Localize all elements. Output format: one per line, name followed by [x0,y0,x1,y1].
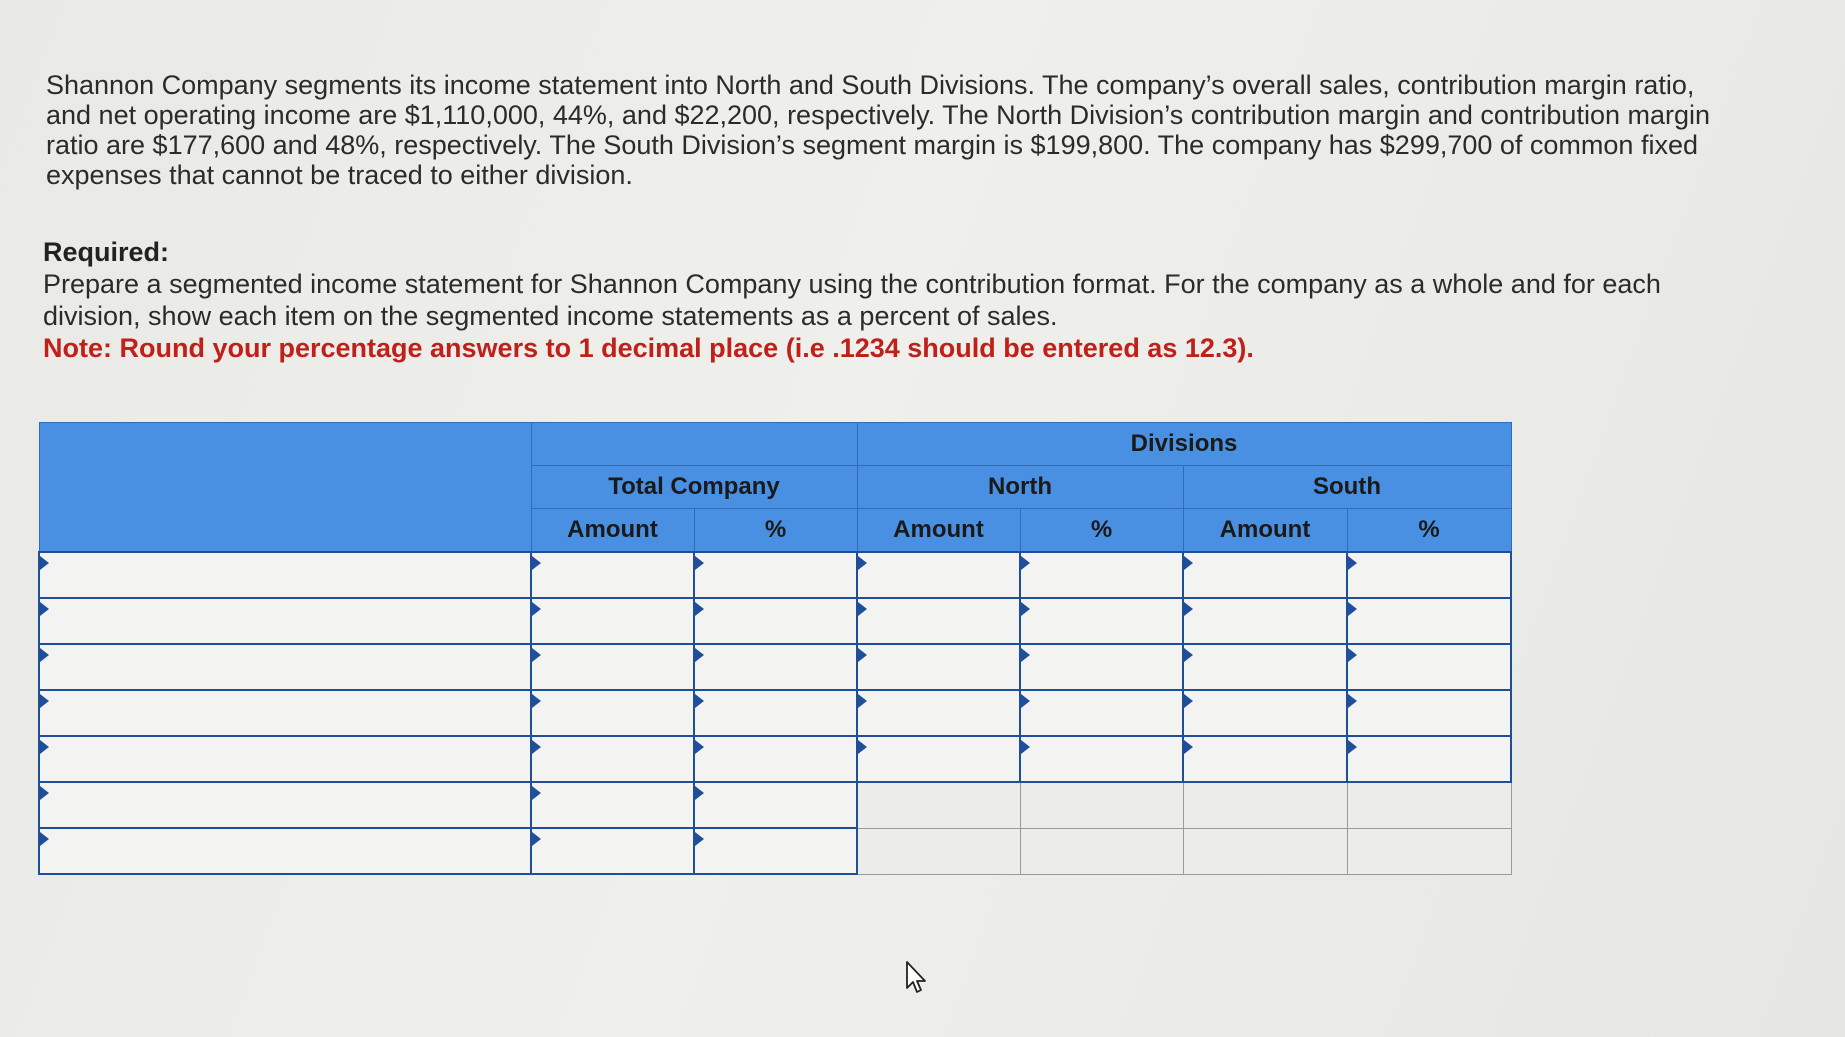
input-marker-icon [532,694,541,708]
segmented-income-statement-table [38,422,1512,875]
south-percent-cell[interactable] [1347,736,1511,782]
input-marker-icon [1348,694,1357,708]
south-percent-input[interactable] [1348,691,1510,735]
total-percent-input[interactable] [695,737,856,781]
total-percent-input[interactable] [695,691,856,735]
south-amount-input[interactable] [1184,645,1346,689]
total-amount-input[interactable] [532,783,693,827]
line-item-input[interactable] [40,783,530,827]
dropdown-marker-icon [40,648,49,662]
total-amount-input[interactable] [532,691,693,735]
line-item-input[interactable] [40,691,530,735]
dropdown-marker-icon [40,786,49,800]
line-item-dropdown[interactable] [39,828,531,874]
south-percent-cell[interactable] [1347,644,1511,690]
input-marker-icon [1184,648,1193,662]
total-amount-input[interactable] [532,599,693,643]
input-marker-icon [1184,556,1193,570]
table-row [39,736,1511,782]
north-amount-cell[interactable] [857,736,1020,782]
total-percent-input[interactable] [695,829,856,873]
north-amount-header: Amount [857,509,1020,553]
north-percent-disabled-cell [1020,782,1183,828]
required-heading: Required: [43,237,170,267]
input-marker-icon [532,740,541,754]
statement-body [39,552,1511,874]
dropdown-marker-icon [40,694,49,708]
table-row [39,552,1511,598]
input-marker-icon [532,786,541,800]
problem-text: Shannon Company segments its income statement into North and South Divisions. The company’s overall sales, contribution margin ratio, and net operating income are $1,110,000, 44%, and $22,200, respectively. The North Division’s contribution margin and contribution margin ratio are $177,600 and 48%, respectively. The South Division’s segment margin is $199,800. The company has $299,700 of common fixed expenses that cannot be traced to either division. [46,70,1711,190]
input-marker-icon [1021,556,1030,570]
total-percent-input[interactable] [695,599,856,643]
south-amount-header: Amount [1183,509,1347,553]
line-item-input[interactable] [40,829,530,873]
south-percent-cell[interactable] [1347,690,1511,736]
total-amount-cell[interactable] [531,828,694,874]
dropdown-marker-icon [40,556,49,570]
total-percent-cell[interactable] [694,644,857,690]
input-marker-icon [858,740,867,754]
north-amount-input[interactable] [858,691,1019,735]
north-percent-cell[interactable] [1020,644,1183,690]
total-amount-cell[interactable] [531,782,694,828]
total-amount-cell[interactable] [531,598,694,644]
south-percent-input[interactable] [1348,645,1510,689]
input-marker-icon [695,694,704,708]
south-amount-input[interactable] [1184,553,1346,597]
input-marker-icon [1348,602,1357,616]
table-row [39,644,1511,690]
north-amount-disabled-cell [857,828,1020,874]
total-amount-input[interactable] [532,645,693,689]
mouse-pointer-icon [905,960,929,994]
input-marker-icon [532,832,541,846]
input-marker-icon [695,786,704,800]
total-percent-input[interactable] [695,645,856,689]
south-percent-input[interactable] [1348,553,1510,597]
north-amount-input[interactable] [858,737,1019,781]
input-marker-icon [1348,648,1357,662]
input-marker-icon [532,556,541,570]
south-percent-disabled-cell [1347,782,1511,828]
dropdown-marker-icon [40,602,49,616]
divisions-header: Divisions [857,423,1511,466]
required-instructions: Prepare a segmented income statement for Shannon Company using the contribution format. For the company as a whole and for each division, show each item on the segmented income statements as a percent of sales. [43,269,1661,331]
input-marker-icon [858,648,867,662]
south-amount-input[interactable] [1184,691,1346,735]
total-amount-input[interactable] [532,829,693,873]
south-amount-cell[interactable] [1183,552,1347,598]
south-amount-input[interactable] [1184,737,1346,781]
north-header: North [857,466,1183,509]
input-marker-icon [532,648,541,662]
total-amount-cell[interactable] [531,736,694,782]
total-amount-cell[interactable] [531,644,694,690]
input-marker-icon [695,602,704,616]
total-percent-cell[interactable] [694,598,857,644]
south-header: South [1183,466,1511,509]
header-spacer [531,423,857,466]
input-marker-icon [695,832,704,846]
total-amount-input[interactable] [532,553,693,597]
north-amount-input[interactable] [858,553,1019,597]
input-marker-icon [695,556,704,570]
south-percent-cell[interactable] [1347,598,1511,644]
north-percent-input[interactable] [1021,645,1182,689]
north-amount-cell[interactable] [857,690,1020,736]
input-marker-icon [1021,602,1030,616]
south-percent-header: % [1347,509,1511,553]
line-item-dropdown[interactable] [39,690,531,736]
north-percent-disabled-cell [1020,828,1183,874]
line-item-input[interactable] [40,599,530,643]
north-amount-cell[interactable] [857,644,1020,690]
input-marker-icon [858,602,867,616]
line-item-header [39,423,531,553]
line-item-dropdown[interactable] [39,782,531,828]
total-percent-header: % [694,509,857,553]
table-row [39,828,1511,874]
south-amount-cell[interactable] [1183,736,1347,782]
south-percent-disabled-cell [1347,828,1511,874]
south-percent-cell[interactable] [1347,552,1511,598]
table-row [39,598,1511,644]
input-marker-icon [858,694,867,708]
south-amount-input[interactable] [1184,599,1346,643]
north-percent-input[interactable] [1021,599,1182,643]
north-percent-cell[interactable] [1020,690,1183,736]
north-percent-input[interactable] [1021,737,1182,781]
north-percent-input[interactable] [1021,553,1182,597]
dropdown-marker-icon [40,740,49,754]
input-marker-icon [695,648,704,662]
line-item-dropdown[interactable] [39,644,531,690]
north-amount-input[interactable] [858,599,1019,643]
input-marker-icon [1184,602,1193,616]
south-amount-cell[interactable] [1183,644,1347,690]
input-marker-icon [1021,740,1030,754]
north-percent-cell[interactable] [1020,736,1183,782]
north-percent-input[interactable] [1021,691,1182,735]
table-row [39,690,1511,736]
south-amount-cell[interactable] [1183,598,1347,644]
south-percent-input[interactable] [1348,599,1510,643]
line-item-dropdown[interactable] [39,736,531,782]
input-marker-icon [1021,648,1030,662]
total-company-header: Total Company [531,466,857,509]
total-percent-cell[interactable] [694,552,857,598]
line-item-input[interactable] [40,737,530,781]
total-amount-input[interactable] [532,737,693,781]
rounding-note: Note: Round your percentage answers to 1 decimal place (i.e .1234 should be entered as 12.3). [43,333,1254,363]
total-percent-cell[interactable] [694,782,857,828]
dropdown-marker-icon [40,832,49,846]
north-percent-header: % [1020,509,1183,553]
total-percent-cell[interactable] [694,828,857,874]
problem-statement [46,70,1746,190]
north-amount-disabled-cell [857,782,1020,828]
line-item-input[interactable] [40,553,530,597]
input-marker-icon [1348,556,1357,570]
input-marker-icon [1021,694,1030,708]
total-percent-input[interactable] [695,783,856,827]
north-amount-cell[interactable] [857,552,1020,598]
south-amount-disabled-cell [1183,782,1347,828]
input-marker-icon [532,602,541,616]
input-marker-icon [1184,740,1193,754]
total-percent-cell[interactable] [694,690,857,736]
north-amount-cell[interactable] [857,598,1020,644]
required-section [43,236,1743,364]
south-amount-disabled-cell [1183,828,1347,874]
south-amount-cell[interactable] [1183,690,1347,736]
total-amount-header: Amount [531,509,694,553]
total-percent-input[interactable] [695,553,856,597]
line-item-input[interactable] [40,645,530,689]
north-percent-cell[interactable] [1020,552,1183,598]
north-percent-cell[interactable] [1020,598,1183,644]
north-amount-input[interactable] [858,645,1019,689]
table-row [39,782,1511,828]
total-amount-cell[interactable] [531,552,694,598]
line-item-dropdown[interactable] [39,598,531,644]
input-marker-icon [1184,694,1193,708]
south-percent-input[interactable] [1348,737,1510,781]
input-marker-icon [695,740,704,754]
total-amount-cell[interactable] [531,690,694,736]
total-percent-cell[interactable] [694,736,857,782]
line-item-dropdown[interactable] [39,552,531,598]
input-marker-icon [858,556,867,570]
input-marker-icon [1348,740,1357,754]
